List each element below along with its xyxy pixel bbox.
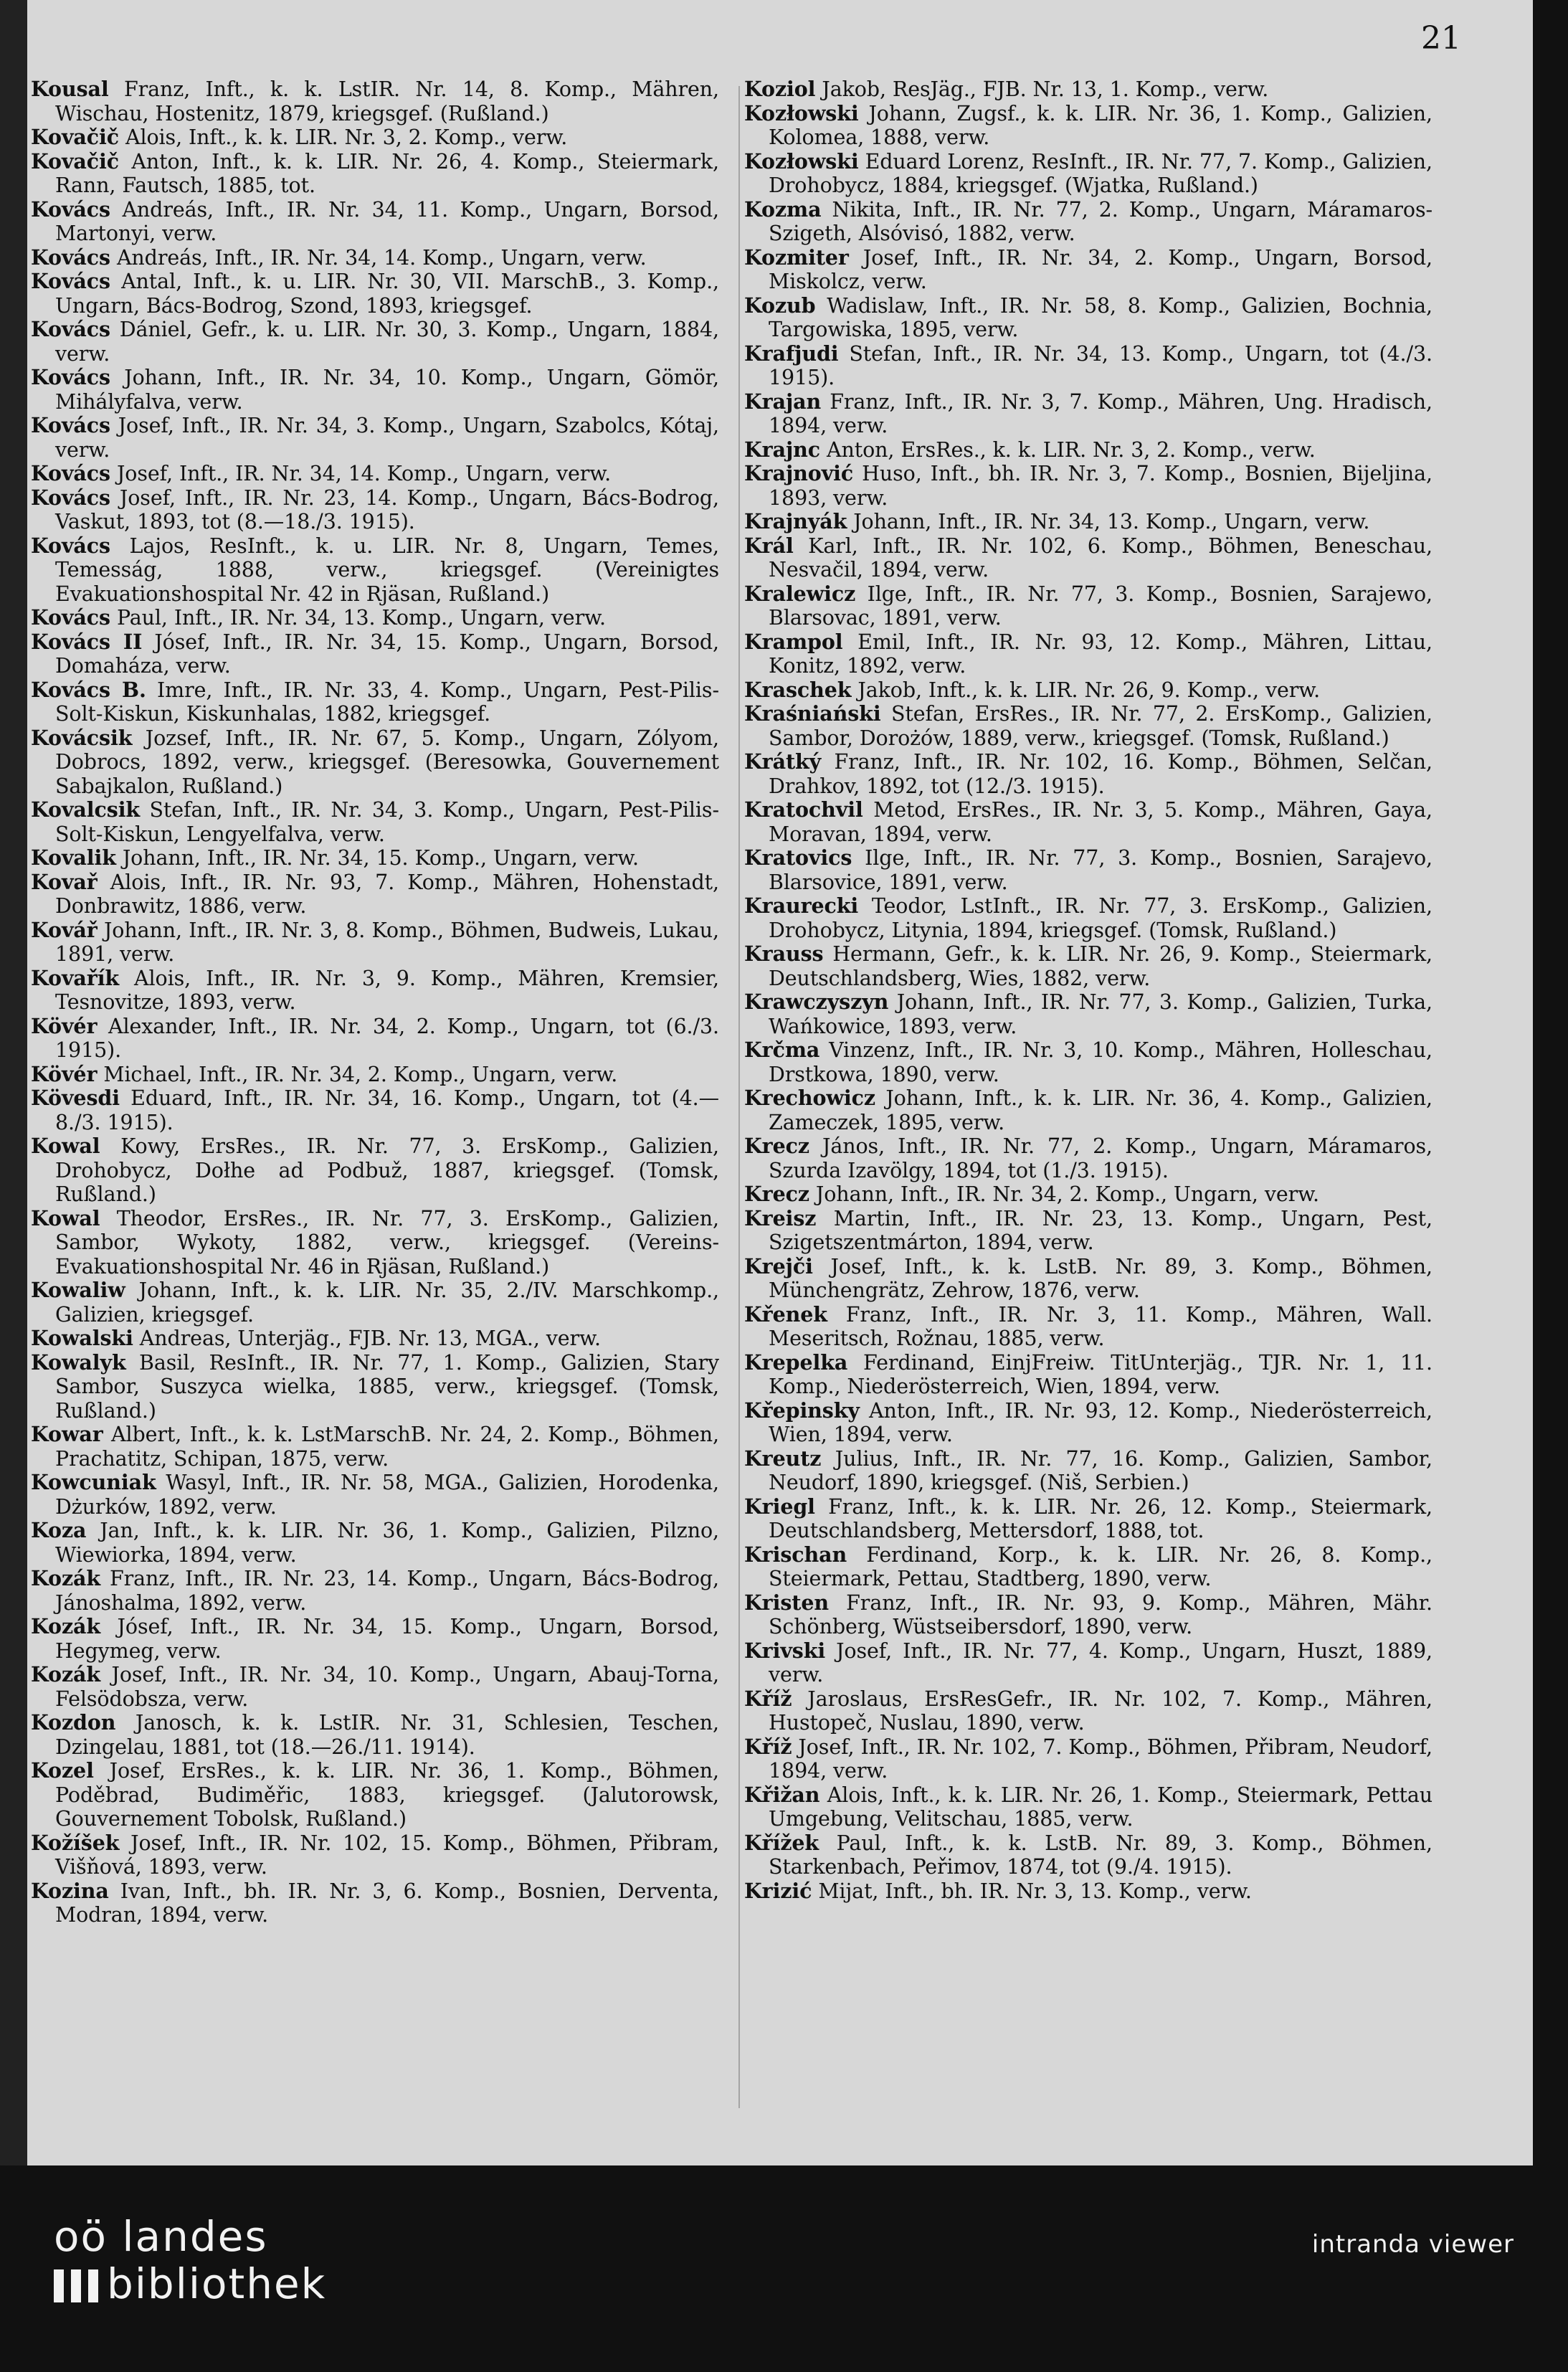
entry-surname: Koziol [744, 77, 816, 101]
register-entry [744, 1182, 1432, 1207]
logo-line-2 [54, 2260, 326, 2307]
entry-details: Theodor, ErsRes., IR. Nr. 77, 3. ErsKomp., Galizien, Sambor, Wykoty, 1882, verw., kriegsgef. (Vereins-Evakuationshospital Nr. 46 in Rjäsan, Rußland.) [55, 1206, 719, 1278]
register-entry [744, 1086, 1432, 1134]
register-entry [31, 1063, 719, 1087]
entry-details: Michael, Inft., IR. Nr. 34, 2. Komp., Ungarn, verw. [97, 1062, 618, 1086]
entry-surname: Kozdon [31, 1710, 116, 1735]
entry-surname: Kreisz [744, 1205, 817, 1230]
entry-details: Emil, Inft., IR. Nr. 93, 12. Komp., Mähren, Littau, Konitz, 1892, verw. [769, 630, 1432, 678]
entry-surname: Kovács II [31, 629, 143, 654]
entry-surname: Král [744, 533, 794, 558]
register-entry [31, 1759, 719, 1831]
entry-details: Ferdinand, Korp., k. k. LIR. Nr. 26, 8. Komp., Steiermark, Pettau, Stadtberg, 1890, verw. [769, 1542, 1432, 1590]
entry-surname: Krafjudi [744, 341, 839, 366]
entry-details: Imre, Inft., IR. Nr. 33, 4. Komp., Ungarn, Pest-Pilis-Solt-Kiskun, Kiskunhalas, 1882, kriegsgef. [55, 678, 719, 726]
register-entry [744, 1783, 1432, 1831]
register-entry [31, 630, 719, 678]
register-entry [744, 990, 1432, 1038]
register-entry [744, 1303, 1432, 1351]
entry-details: Jakob, Inft., k. k. LIR. Nr. 26, 9. Komp., verw. [851, 678, 1321, 702]
entry-details: Franz, Inft., IR. Nr. 23, 14. Komp., Ungarn, Bács-Bodrog, Jánoshalma, 1892, verw. [55, 1567, 719, 1615]
register-entry [744, 1495, 1432, 1543]
entry-surname: Krecz [744, 1134, 809, 1158]
entry-surname: Krechowicz [744, 1086, 875, 1110]
entry-details: Janosch, k. k. LstIR. Nr. 31, Schlesien, Teschen, Dzingelau, 1881, tot (18.—26./11. 1914). [55, 1711, 719, 1759]
book-page [27, 0, 1533, 2165]
entry-surname: Kraurecki [744, 893, 859, 918]
entry-details: Johann, Inft., k. k. LIR. Nr. 36, 4. Komp., Galizien, Zameczek, 1895, verw. [769, 1086, 1432, 1134]
entry-details: Josef, Inft., k. k. LstB. Nr. 89, 3. Komp., Böhmen, Münchengrätz, Zehrow, 1876, verw. [769, 1254, 1432, 1302]
entry-surname: Kovács [31, 413, 110, 437]
entry-surname: Kozel [31, 1758, 94, 1783]
entry-details: Eduard Lorenz, ResInft., IR. Nr. 77, 7. Komp., Galizien, Drohobycz, 1884, kriegsgef. (Wjatka, Rußland.) [769, 149, 1432, 197]
entry-details: Paul, Inft., k. k. LstB. Nr. 89, 3. Komp., Böhmen, Starkenbach, Peřimov, 1874, tot (9./4. 1915). [769, 1831, 1432, 1879]
register-entry [31, 1134, 719, 1207]
entry-surname: Křižan [744, 1782, 820, 1807]
register-entry [31, 462, 719, 486]
entry-details: Dániel, Gefr., k. u. LIR. Nr. 30, 3. Komp., Ungarn, 1884, verw. [55, 318, 719, 366]
entry-details: János, Inft., IR. Nr. 77, 2. Komp., Ungarn, Máramaros, Szurda Izavölgy, 1894, tot (1./3. 1915). [769, 1134, 1432, 1182]
entry-details: Eduard, Inft., IR. Nr. 34, 16. Komp., Ungarn, tot (4.—8./3. 1915). [55, 1086, 719, 1134]
entry-details: Johann, Inft., k. k. LIR. Nr. 35, 2./IV. Marschkomp., Galizien, kriegsgef. [55, 1278, 719, 1327]
entry-details: Teodor, LstInft., IR. Nr. 77, 3. ErsKomp., Galizien, Drohobycz, Litynia, 1894, kriegsgef. (Tomsk, Rußland.) [769, 894, 1432, 942]
entry-surname: Křepinsky [744, 1398, 860, 1423]
register-entry [31, 486, 719, 534]
entry-surname: Kovář [31, 917, 98, 942]
entry-details: Ilge, Inft., IR. Nr. 77, 3. Komp., Bosnien, Sarajevo, Blarsovice, 1891, verw. [769, 846, 1432, 894]
entry-details: Martin, Inft., IR. Nr. 23, 13. Komp., Ungarn, Pest, Szigetszentmárton, 1894, verw. [769, 1206, 1432, 1254]
entry-surname: Kovács [31, 196, 110, 222]
entry-details: Franz, Inft., IR. Nr. 102, 16. Komp., Böhmen, Selčan, Drahkov, 1892, tot (12./3. 1915). [769, 750, 1432, 798]
entry-details: Wasyl, Inft., IR. Nr. 58, MGA., Galizien, Horodenka, Dżurków, 1892, verw. [55, 1471, 719, 1519]
entry-surname: Kříž [744, 1734, 792, 1759]
entry-details: Jósef, Inft., IR. Nr. 34, 15. Komp., Ungarn, Borsod, Domaháza, verw. [55, 630, 719, 678]
register-entry [744, 1255, 1432, 1303]
register-entry [744, 102, 1432, 150]
entry-surname: Kreutz [744, 1446, 822, 1471]
register-entry [744, 1735, 1432, 1783]
register-entry [31, 798, 719, 846]
entry-surname: Kowalyk [31, 1349, 126, 1375]
register-entry [31, 77, 719, 125]
entry-details: Lajos, ResInft., k. u. LIR. Nr. 8, Ungarn, Temes, Temesság, 1888, verw., kriegsgef. (Vereinigtes Evakuationshospital Nr. 42 in Rjäsan, Rußland.) [55, 533, 719, 606]
register-entry [744, 462, 1432, 510]
register-entry [744, 678, 1432, 703]
entry-surname: Kratochvil [744, 797, 863, 822]
entry-surname: Kovács [31, 365, 110, 389]
register-entry [744, 1543, 1432, 1591]
register-entry [744, 1134, 1432, 1182]
entry-surname: Krčma [744, 1038, 820, 1062]
entry-details: Josef, Inft., IR. Nr. 23, 14. Komp., Ungarn, Bács-Bodrog, Vaskut, 1893, tot (8.—18./3. 1915). [55, 485, 719, 533]
register-entry [31, 246, 719, 270]
entry-surname: Kozłowski [744, 148, 859, 174]
entry-surname: Kovács B. [31, 677, 146, 702]
entry-surname: Kozák [31, 1614, 101, 1638]
entry-details: Jósef, Inft., IR. Nr. 34, 15. Komp., Ungarn, Borsod, Hegymeg, verw. [55, 1615, 719, 1663]
entry-details: Basil, ResInft., IR. Nr. 77, 1. Komp., Galizien, Stary Sambor, Suszyca wielka, 1885, verw., kriegsgef. (Tomsk, Rußland.) [55, 1350, 719, 1423]
register-entry [31, 1615, 719, 1663]
register-entry [744, 1399, 1432, 1447]
entry-details: Hermann, Gefr., k. k. LIR. Nr. 26, 9. Komp., Steiermark, Deutschlandsberg, Wies, 1882, verw. [769, 942, 1432, 990]
entry-surname: Kowal [31, 1205, 100, 1230]
viewer-footer [0, 2165, 1568, 2372]
entry-details: Antal, Inft., k. u. LIR. Nr. 30, VII. MarschB., 3. Komp., Ungarn, Bács-Bodrog, Szond, 1893, kriegsgef. [55, 270, 719, 318]
entry-details: Ferdinand, EinjFreiw. TitUnterjäg., TJR. Nr. 1, 11. Komp., Niederösterreich, Wien, 1894, verw. [769, 1350, 1432, 1398]
register-entry [31, 726, 719, 799]
entry-details: Alois, Inft., k. k. LIR. Nr. 26, 1. Komp., Steiermark, Pettau Umgebung, Velitschau, 1885, verw. [769, 1783, 1432, 1831]
entry-surname: Krivski [744, 1638, 826, 1663]
register-entry [31, 870, 719, 919]
entry-surname: Kovařík [31, 965, 120, 990]
entry-details: Anton, Inft., k. k. LIR. Nr. 26, 4. Komp., Steiermark, Rann, Fautsch, 1885, tot. [55, 149, 719, 197]
entry-details: Franz, Inft., IR. Nr. 3, 7. Komp., Mähren, Ung. Hradisch, 1894, verw. [769, 389, 1432, 437]
register-entry [744, 198, 1432, 246]
entry-surname: Krajnyák [744, 509, 847, 533]
register-entry [31, 1711, 719, 1759]
register-entry [744, 1038, 1432, 1086]
register-entry [744, 77, 1432, 102]
entry-details: Josef, Inft., IR. Nr. 34, 3. Komp., Ungarn, Szabolcs, Kótaj, verw. [55, 414, 719, 462]
entry-surname: Kovácsik [31, 725, 133, 750]
entry-details: Alois, Inft., IR. Nr. 3, 9. Komp., Mähren, Kremsier, Tesnovitze, 1893, verw. [55, 966, 719, 1014]
register-entry [744, 294, 1432, 342]
entry-surname: Kowal [31, 1134, 100, 1158]
entry-surname: Kozák [31, 1662, 101, 1687]
register-entry [31, 1471, 719, 1519]
register-entry [31, 1567, 719, 1615]
entry-details: Johann, Inft., IR. Nr. 77, 3. Komp., Galizien, Turka, Wańkowice, 1893, verw. [769, 990, 1432, 1038]
register-entry [31, 1015, 719, 1063]
entry-surname: Kralewicz [744, 581, 856, 606]
entry-surname: Kozłowski [744, 100, 859, 125]
entry-details: Metod, ErsRes., IR. Nr. 3, 5. Komp., Mähren, Gaya, Moravan, 1894, verw. [769, 798, 1432, 846]
register-entry [744, 1207, 1432, 1255]
entry-details: Vinzenz, Inft., IR. Nr. 3, 10. Komp., Mähren, Holleschau, Drstkowa, 1890, verw. [769, 1038, 1432, 1086]
register-entry [744, 942, 1432, 990]
register-entry [744, 846, 1432, 894]
entry-surname: Kovács [31, 245, 110, 270]
register-entry [744, 246, 1432, 294]
entry-surname: Krajan [744, 389, 822, 414]
entry-details: Josef, Inft., IR. Nr. 102, 7. Komp., Böhmen, Přibram, Neudorf, 1894, verw. [769, 1735, 1432, 1783]
register-entry [744, 1351, 1432, 1399]
entry-surname: Krajnović [744, 461, 854, 485]
entry-surname: Kövesdi [31, 1086, 120, 1110]
register-entry [744, 1447, 1432, 1495]
entry-surname: Kozák [31, 1566, 101, 1590]
register-entry [744, 630, 1432, 678]
register-entry [744, 894, 1432, 942]
entry-surname: Krischan [744, 1542, 847, 1567]
entry-details: Stefan, Inft., IR. Nr. 34, 3. Komp., Ungarn, Pest-Pilis-Solt-Kiskun, Lengyelfalva, verw. [55, 798, 719, 846]
register-entry [31, 606, 719, 630]
entry-details: Josef, Inft., IR. Nr. 77, 4. Komp., Ungarn, Huszt, 1889, verw. [769, 1638, 1432, 1687]
entry-surname: Krampol [744, 629, 843, 654]
entry-details: Stefan, Inft., IR. Nr. 34, 13. Komp., Ungarn, tot (4./3. 1915). [769, 341, 1432, 389]
entry-surname: Krizić [744, 1878, 812, 1903]
entry-surname: Kraśniański [744, 701, 881, 726]
register-entry [31, 150, 719, 198]
entry-surname: Kowar [31, 1422, 103, 1446]
entry-surname: Kovács [31, 605, 110, 630]
register-entry [744, 1687, 1432, 1735]
right-column [744, 77, 1432, 1903]
entry-surname: Kowcuniak [31, 1470, 156, 1494]
entry-surname: Kožíšek [31, 1830, 120, 1855]
entry-surname: Kozub [744, 293, 816, 318]
entry-details: Nikita, Inft., IR. Nr. 77, 2. Komp., Ungarn, Máramaros-Szigeth, Alsóvisó, 1882, verw. [769, 197, 1432, 245]
register-entry [31, 919, 719, 967]
entry-details: Stefan, ErsRes., IR. Nr. 77, 2. ErsKomp., Galizien, Sambor, Dorożów, 1889, verw., kriegsgef. (Tomsk, Rußland.) [769, 702, 1432, 750]
viewer-label[interactable]: intranda viewer [1311, 2230, 1514, 2259]
register-entry [31, 270, 719, 318]
entry-details: Alois, Inft., k. k. LIR. Nr. 3, 2. Komp., verw. [119, 125, 568, 149]
register-entry [31, 1278, 719, 1327]
entry-details: Andreás, Inft., IR. Nr. 34, 14. Komp., Ungarn, verw. [110, 245, 647, 270]
entry-details: Kowy, ErsRes., IR. Nr. 77, 3. ErsKomp., Galizien, Drohobycz, Dołhe ad Podbuž, 1887, kriegsgef. (Tomsk, Rußland.) [55, 1134, 719, 1206]
entry-surname: Kozma [744, 196, 822, 222]
entry-details: Jaroslaus, ErsResGefr., IR. Nr. 102, 7. Komp., Mähren, Hustopeč, Nuslau, 1890, verw. [769, 1687, 1432, 1735]
entry-details: Jakob, ResJäg., FJB. Nr. 13, 1. Komp., verw. [815, 77, 1269, 101]
register-entry [744, 798, 1432, 846]
entry-surname: Kovács [31, 461, 110, 485]
register-entry [31, 125, 719, 150]
register-entry [31, 1879, 719, 1927]
entry-details: Alexander, Inft., IR. Nr. 34, 2. Komp., Ungarn, tot (6./3. 1915). [55, 1014, 719, 1062]
entry-surname: Kovař [31, 869, 98, 894]
page-number: 21 [1421, 20, 1461, 57]
register-entry [31, 414, 719, 462]
register-entry [31, 846, 719, 870]
column-divider [738, 86, 740, 2108]
register-entry [31, 1086, 719, 1134]
logo-line-1: oö landes [54, 2212, 268, 2261]
register-entry [31, 1519, 719, 1567]
register-entry [31, 1423, 719, 1471]
register-entry [744, 1591, 1432, 1639]
register-entry [31, 318, 719, 366]
register-entry [31, 678, 719, 726]
entry-surname: Krejči [744, 1253, 813, 1278]
entry-surname: Kowaliw [31, 1278, 125, 1302]
entry-surname: Kovalcsik [31, 797, 141, 822]
entry-surname: Kříž [744, 1686, 792, 1711]
entry-surname: Koza [31, 1518, 87, 1542]
register-entry [31, 1663, 719, 1711]
entry-details: Franz, Inft., k. k. LstIR. Nr. 14, 8. Komp., Mähren, Wischau, Hostenitz, 1879, kriegsgef. (Rußland.) [55, 77, 719, 125]
register-entry [744, 342, 1432, 390]
entry-surname: Kovács [31, 533, 110, 558]
entry-surname: Kövér [31, 1061, 98, 1086]
entry-surname: Kovalik [31, 845, 116, 870]
entry-details: Ivan, Inft., bh. IR. Nr. 3, 6. Komp., Bosnien, Derventa, Modran, 1894, verw. [55, 1879, 719, 1927]
entry-details: Josef, Inft., IR. Nr. 34, 2. Komp., Ungarn, Borsod, Miskolcz, verw. [769, 245, 1432, 293]
entry-details: Julius, Inft., IR. Nr. 77, 16. Komp., Galizien, Sambor, Neudorf, 1890, kriegsgef. (Niš, Serbien.) [769, 1446, 1432, 1494]
entry-surname: Krauss [744, 941, 824, 966]
entry-details: Johann, Inft., IR. Nr. 34, 2. Komp., Ungarn, verw. [809, 1182, 1320, 1206]
entry-details: Josef, Inft., IR. Nr. 34, 10. Komp., Ungarn, Abauj-Torna, Felsödobsza, verw. [55, 1663, 719, 1711]
register-entry [744, 1831, 1432, 1879]
entry-surname: Kozmiter [744, 245, 849, 270]
entry-details: Anton, ErsRes., k. k. LIR. Nr. 3, 2. Komp., verw. [820, 437, 1316, 462]
register-entry [744, 1639, 1432, 1687]
entry-details: Franz, Inft., IR. Nr. 3, 11. Komp., Mähren, Wall. Meseritsch, Rožnau, 1885, verw. [769, 1302, 1432, 1350]
entry-surname: Kozina [31, 1878, 109, 1903]
logo-bars-icon [54, 2269, 98, 2302]
entry-details: Ilge, Inft., IR. Nr. 77, 3. Komp., Bosnien, Sarajewo, Blarsovac, 1891, verw. [769, 582, 1432, 630]
register-entry [744, 150, 1432, 198]
register-entry [744, 582, 1432, 630]
entry-surname: Kovács [31, 317, 110, 341]
entry-details: Andreás, Inft., IR. Nr. 34, 11. Komp., Ungarn, Borsod, Martonyi, verw. [55, 197, 719, 245]
entry-details: Franz, Inft., k. k. LIR. Nr. 26, 12. Komp., Steiermark, Deutschlandsberg, Mettersdorf, 1888, tot. [769, 1494, 1432, 1542]
register-entry [744, 438, 1432, 462]
entry-details: Mijat, Inft., bh. IR. Nr. 3, 13. Komp., verw. [812, 1879, 1252, 1903]
entry-details: Paul, Inft., IR. Nr. 34, 13. Komp., Ungarn, verw. [110, 606, 606, 630]
entry-details: Jan, Inft., k. k. LIR. Nr. 36, 1. Komp., Galizien, Pilzno, Wiewiorka, 1894, verw. [55, 1519, 719, 1567]
book-binding [0, 0, 27, 2165]
register-entry [31, 967, 719, 1015]
entry-details: Karl, Inft., IR. Nr. 102, 6. Komp., Böhmen, Beneschau, Nesvačil, 1894, verw. [769, 533, 1432, 582]
logo-line-2-text: bibliothek [107, 2259, 327, 2308]
entry-surname: Krepelka [744, 1349, 848, 1375]
entry-surname: Krecz [744, 1182, 809, 1206]
register-entry [31, 366, 719, 414]
entry-surname: Křenek [744, 1301, 827, 1327]
entry-details: Huso, Inft., bh. IR. Nr. 3, 7. Komp., Bosnien, Bijeljina, 1893, verw. [769, 462, 1432, 510]
entry-surname: Křížek [744, 1830, 819, 1855]
entry-surname: Krátký [744, 749, 822, 774]
entry-details: Josef, Inft., IR. Nr. 102, 15. Komp., Böhmen, Přibram, Višňová, 1893, verw. [55, 1831, 719, 1879]
entry-details: Johann, Inft., IR. Nr. 34, 15. Komp., Ungarn, verw. [115, 846, 639, 870]
entry-surname: Krawczyszyn [744, 990, 889, 1014]
register-entry [744, 534, 1432, 582]
entry-surname: Kousal [31, 77, 109, 101]
entry-surname: Krajnc [744, 437, 821, 462]
register-entry [31, 1207, 719, 1279]
register-entry [31, 198, 719, 246]
register-entry [744, 390, 1432, 438]
entry-details: Albert, Inft., k. k. LstMarschB. Nr. 24, 2. Komp., Böhmen, Prachatitz, Schipan, 1875, verw. [55, 1423, 719, 1471]
entry-surname: Kriegl [744, 1494, 815, 1519]
entry-surname: Kristen [744, 1590, 829, 1615]
library-logo[interactable] [54, 2213, 326, 2307]
register-entry [31, 534, 719, 607]
register-entry [744, 510, 1432, 534]
register-entry [31, 1327, 719, 1351]
entry-details: Anton, Inft., IR. Nr. 93, 12. Komp., Niederösterreich, Wien, 1894, verw. [769, 1398, 1432, 1446]
register-entry [31, 1831, 719, 1879]
register-entry [744, 702, 1432, 750]
entry-surname: Kovács [31, 269, 110, 293]
register-entry [744, 750, 1432, 798]
entry-details: Johann, Inft., IR. Nr. 3, 8. Komp., Böhmen, Budweis, Lukau, 1891, verw. [55, 918, 719, 966]
register-entry [31, 1351, 719, 1423]
register-entry [744, 1879, 1432, 1904]
entry-details: Josef, Inft., IR. Nr. 34, 14. Komp., Ungarn, verw. [110, 462, 612, 485]
entry-details: Wadislaw, Inft., IR. Nr. 58, 8. Komp., Galizien, Bochnia, Targowiska, 1895, verw. [769, 293, 1432, 341]
entry-details: Jozsef, Inft., IR. Nr. 67, 5. Komp., Ungarn, Zólyom, Dobrocs, 1892, verw., kriegsgef. (Beresowka, Gouvernement Sabajkalon, Rußland.) [55, 726, 719, 798]
entry-details: Johann, Inft., IR. Nr. 34, 10. Komp., Ungarn, Gömör, Mihályfalva, verw. [55, 366, 719, 414]
entry-surname: Kowalski [31, 1326, 133, 1350]
entry-surname: Kovács [31, 485, 110, 510]
entry-surname: Kratovics [744, 845, 852, 870]
entry-details: Johann, Inft., IR. Nr. 34, 13. Komp., Ungarn, verw. [847, 510, 1370, 533]
left-column [31, 77, 719, 1927]
entry-surname: Kovačič [31, 148, 120, 174]
entry-details: Johann, Zugsf., k. k. LIR. Nr. 36, 1. Komp., Galizien, Kolomea, 1888, verw. [769, 101, 1432, 149]
entry-details: Franz, Inft., IR. Nr. 93, 9. Komp., Mähren, Mähr. Schönberg, Wüstseibersdorf, 1890, verw. [769, 1590, 1432, 1638]
entry-details: Andreas, Unterjäg., FJB. Nr. 13, MGA., verw. [133, 1327, 601, 1350]
entry-surname: Kövér [31, 1013, 98, 1038]
entry-surname: Kovačič [31, 125, 120, 149]
entry-details: Alois, Inft., IR. Nr. 93, 7. Komp., Mähren, Hohenstadt, Donbrawitz, 1886, verw. [55, 870, 719, 918]
entry-surname: Kraschek [744, 677, 852, 702]
entry-details: Josef, ErsRes., k. k. LIR. Nr. 36, 1. Komp., Böhmen, Poděbrad, Budiměřic, 1883, kriegsgef. (Jalutorowsk, Gouvernement Tobolsk, Rußland.) [55, 1759, 719, 1831]
